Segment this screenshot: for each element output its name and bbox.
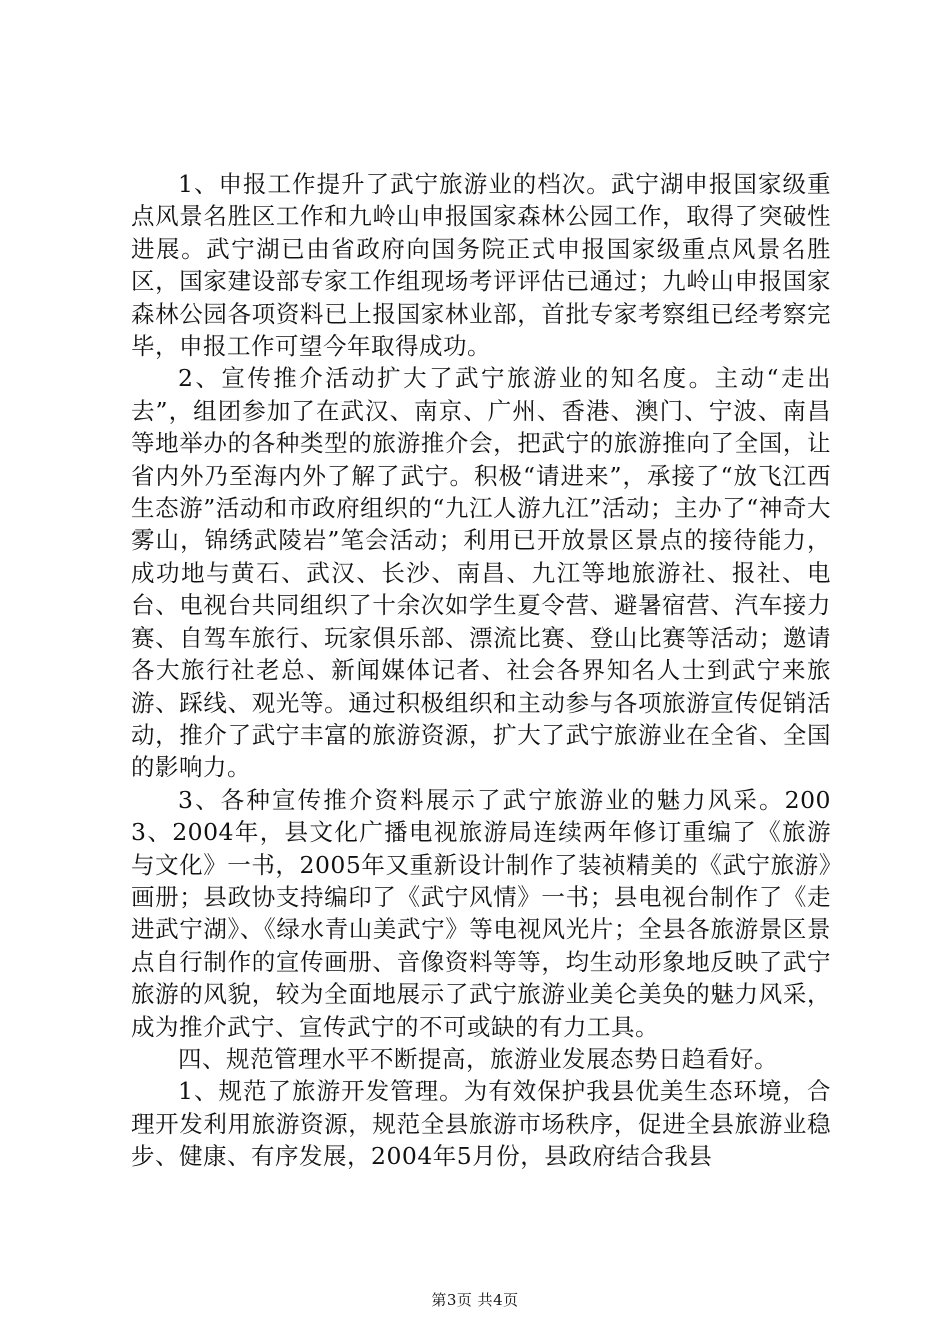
paragraph-1: 1、申报工作提升了武宁旅游业的档次。武宁湖申报国家级重点风景名胜区工作和九岭山申报国家森林公园工作，取得了突破性进展。武宁湖已由省政府向国务院正式申报国家级重点风景名胜区，国家建设部专家工作组现场考评评估已通过；九岭山申报国家森林公园各项资料已上报国家林业部，首批专家考察组已经考察完毕，申报工作可望今年取得成功。 <box>131 170 831 361</box>
paragraph-5: 1、规范了旅游开发管理。为有效保护我县优美生态环境，合理开发利用旅游资源，规范全县旅游市场秩序，促进全县旅游业稳步、健康、有序发展，2004年5月份，县政府结合我县 <box>131 1077 831 1171</box>
page-footer: 第3页 共4页 <box>431 1291 519 1309</box>
section-heading: 四、规范管理水平不断提高，旅游业发展态势日趋看好。 <box>178 1044 778 1073</box>
paragraph-2: 2、宣传推介活动扩大了武宁旅游业的知名度。主动“走出去”，组团参加了在武汉、南京、广州、香港、澳门、宁波、南昌等地举办的各种类型的旅游推介会，把武宁的旅游推向了全国，让省内外乃至海内外了解了武宁。积极“请进来”，承接了“放飞江西生态游”活动和市政府组织的“九江人游九江”活动；主办了“神奇大雾山，锦绣武陵岩”笔会活动；利用已开放景区景点的接待能力，成功地与黄石、武汉、长沙、南昌、九江等地旅游社、报社、电台、电视台共同组织了十余次如学生夏令营、避暑宿营、汽车接力赛、自驾车旅行、玩家俱乐部、漂流比赛、登山比赛等活动；邀请各大旅行社老总、新闻媒体记者、社会各界知名人士到武宁来旅游、踩线、观光等。通过积极组织和主动参与各项旅游宣传促销活动，推介了武宁丰富的旅游资源，扩大了武宁旅游业在全省、全国的影响力。 <box>131 364 831 782</box>
paragraph-3: 3、各种宣传推介资料展示了武宁旅游业的魅力风采。2003、2004年，县文化广播电视旅游局连续两年修订重编了《旅游与文化》一书，2005年又重新设计制作了装祯精美的《武宁旅游》画册；县政协支持编印了《武宁风情》一书；县电视台制作了《走进武宁湖》、《绿水青山美武宁》等电视风光片；全县各旅游景区景点自行制作的宣传画册、音像资料等等，均生动形象地反映了武宁旅游的风貌，较为全面地展示了武宁旅游业美仑美奂的魅力风采，成为推介武宁、宣传武宁的不可或缺的有力工具。 <box>131 785 831 1041</box>
document-body <box>131 168 831 1173</box>
